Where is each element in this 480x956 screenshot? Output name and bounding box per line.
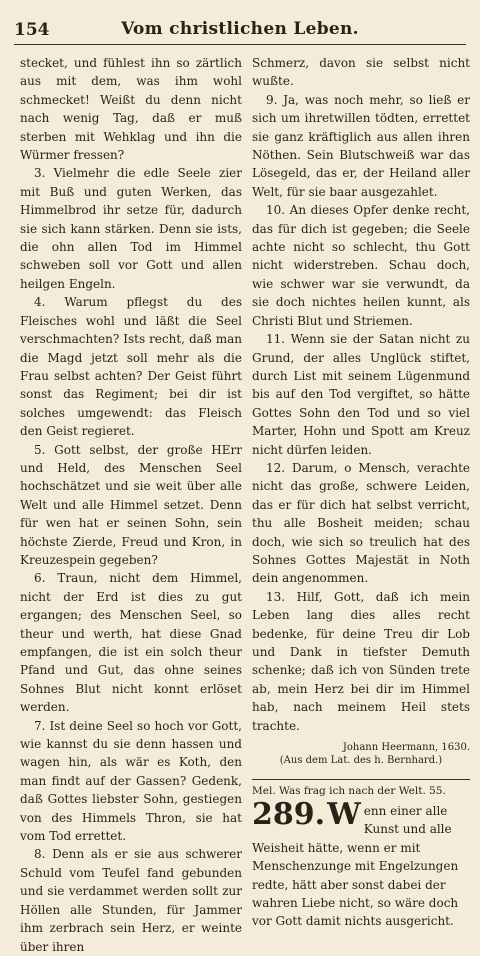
page-number: 154 [14,20,50,40]
stanza-8-continuation: Schmerz, davon sie selbst nicht wußte. [252,56,470,89]
stanza-11: 11. Wenn sie der Satan nicht zu Grund, der alles Unglück stiftet, durch List mit seinem Lügenmund bis auf den Tod vergiftet, so hätte Gottes Sohn den Tod und so viel Marter, Hohn und Spott am Kreuz nicht dürfen leiden. [252,332,470,457]
hymn-source: (Aus dem Lat. des h. Bernhard.) [279,755,443,767]
stanza-13: 13. Hilf, Gott, daß ich mein Leben lang dies alles recht bedenke, für deine Treu dir Lob und Dank in tiefster Demuth schenke; daß ich von Sünden trete ab, mein Herz bei dir im Himmel hab, nach meinem Heil stets trachte. [252,589,470,733]
stanza-10: 10. An dieses Opfer denke recht, das für dich ist gegeben; die Seele achte nicht so schlecht, thu Gott nicht widerstreben. Schau doch, wie schwer war sie verwundt, da sie doch nichtes heilen kunnt, als Christi Blut und Striemen. [252,203,470,328]
hymn-289-text: enn einer alle Kunst und alle Weisheit hätte, wenn er mit Menschenzunge mit Engelzungen redte, hätt aber sonst dabei der wahren Liebe nicht, so wäre doch vor Gott damit nichts ausgericht. [252,804,459,929]
hymn-author: Johann Heermann, 1630. [342,742,470,754]
stanza-7: 7. Ist deine Seel so hoch vor Gott, wie kannst du sie denn hassen und wagen hin, als wär es Koth, den man findt auf der Gassen? Gedenk, daß Gottes liebster Sohn, gestiegen von des Himmels Thron, sie hat vom Tod errettet. [20,718,242,844]
stanza-6: 6. Traun, nicht dem Himmel, nicht der Erd ist dies zu gut ergangen; des Menschen Seel, so theur und werth, hat diese Gnad empfangen, die ist ein solch theur Pfand und Gut, das ohne seines Sohnes Blut nicht konnt erlöset werden. [20,571,242,715]
running-title: Vom christlichen Leben. [121,19,359,39]
right-column [252,54,470,931]
stanza-8: 8. Denn als er sie aus schwerer Schuld vom Teufel fand gebunden und sie verdammet werden sollt zur Höllen alle Stunden, für Jammer ihm zerbrach sein Herz, er weinte über ihren [20,847,242,954]
hymn-number: 289. [252,797,326,833]
page-header [14,18,466,45]
stanza-2-continuation: stecket, und fühlest ihn so zärtlich aus mit dem, was ihm wohl schmecket! Weißt du denn nicht nach wenig Tag, daß er muß sterben mit Wehklag und ihn die Würmer fressen? [20,56,242,163]
left-column [20,54,242,956]
stanza-9: 9. Ja, was noch mehr, so ließ er sich um ihretwillen tödten, errettet sie ganz kräftiglich aus allen ihren Nöthen. Sein Blutschweiß war das Lösegeld, das er, der Heiland aller Welt, für sie baar ausgezahlet. [252,92,470,199]
stanza-12: 12. Darum, o Mensch, verachte nicht das große, schwere Leiden, das er für dich hat selbst verricht, thu alle Bosheit meiden; schau doch, wie sich so treulich hat des Sohnes Gottes Majestät in Noth dein angenommen. [252,460,470,586]
stanza-5: 5. Gott selbst, der große HErr und Held, des Menschen Seel hochschätzet und sie weit über alle Welt und alle Himmel setzet. Denn für wen hat er seinen Sohn, sein höchste Zierde, Freud und Kron, in Kreuzespein gegeben? [20,442,242,567]
drop-cap: W [327,797,361,833]
hymn-289 [252,797,470,931]
stanza-4: 4. Warum pflegst du des Fleisches wohl und läßt die Seel verschmachten? Ists recht, daß man die Magd jetzt soll mehr als die Frau selbst achten? Der Geist führt sonst das Regiment; bei dir ist solches umgewendt: das Fleisch den Geist regieret. [20,295,242,439]
stanza-3: 3. Vielmehr die edle Seele zier mit Buß und guten Werken, das Himmelbrod ihr setze für, dadurch sie sich kann stärken. Denn sie ists, die ohn allen Tod im Himmel schweben soll vor Gott und allen heilgen Engeln. [20,166,242,291]
melody-line: Mel. Was frag ich nach der Welt. 55. [252,779,470,798]
